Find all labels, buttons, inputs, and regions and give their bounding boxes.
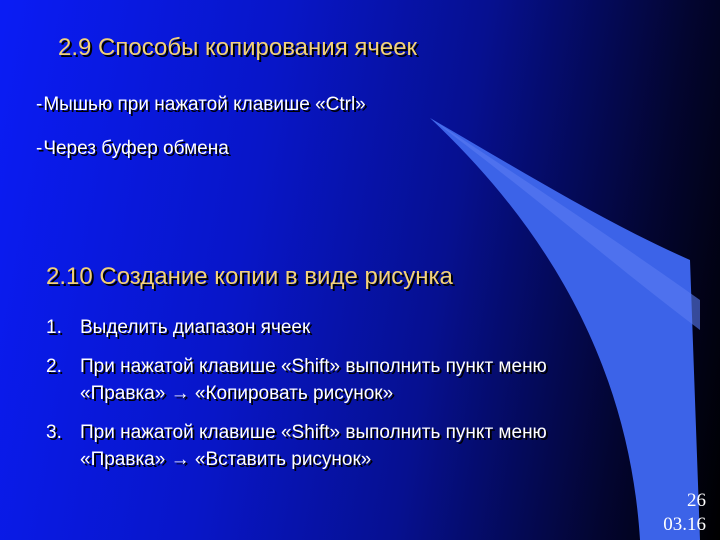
item-number: 1.	[46, 317, 62, 338]
section-title-copying: 2.9 Способы копирования ячеек	[58, 34, 418, 61]
line-text: Мышью при нажатой клавише «Ctrl»	[43, 94, 366, 115]
dash: -	[36, 94, 43, 115]
slide-number: 26	[687, 490, 706, 511]
item-number: 3.	[46, 422, 62, 443]
item-text: При нажатой клавише «Shift» выполнить пункт меню «Правка» → «Копировать рисунок»	[80, 356, 547, 404]
slide-date: 03.16	[663, 514, 706, 535]
item-text: Выделить диапазон ячеек	[80, 317, 311, 338]
bullet-line-clipboard	[36, 138, 229, 160]
list-item	[46, 314, 626, 341]
numbered-list	[46, 314, 626, 485]
line-text: Через буфер обмена	[43, 138, 229, 159]
list-item	[46, 419, 626, 473]
list-item	[46, 353, 626, 407]
item-text: При нажатой клавише «Shift» выполнить пункт меню «Правка» → «Вставить рисунок»	[80, 422, 547, 470]
section-title-picture-copy: 2.10 Создание копии в виде рисунка	[46, 263, 453, 290]
dash: -	[36, 138, 43, 159]
bullet-line-mouse	[36, 94, 366, 116]
item-number: 2.	[46, 356, 62, 377]
